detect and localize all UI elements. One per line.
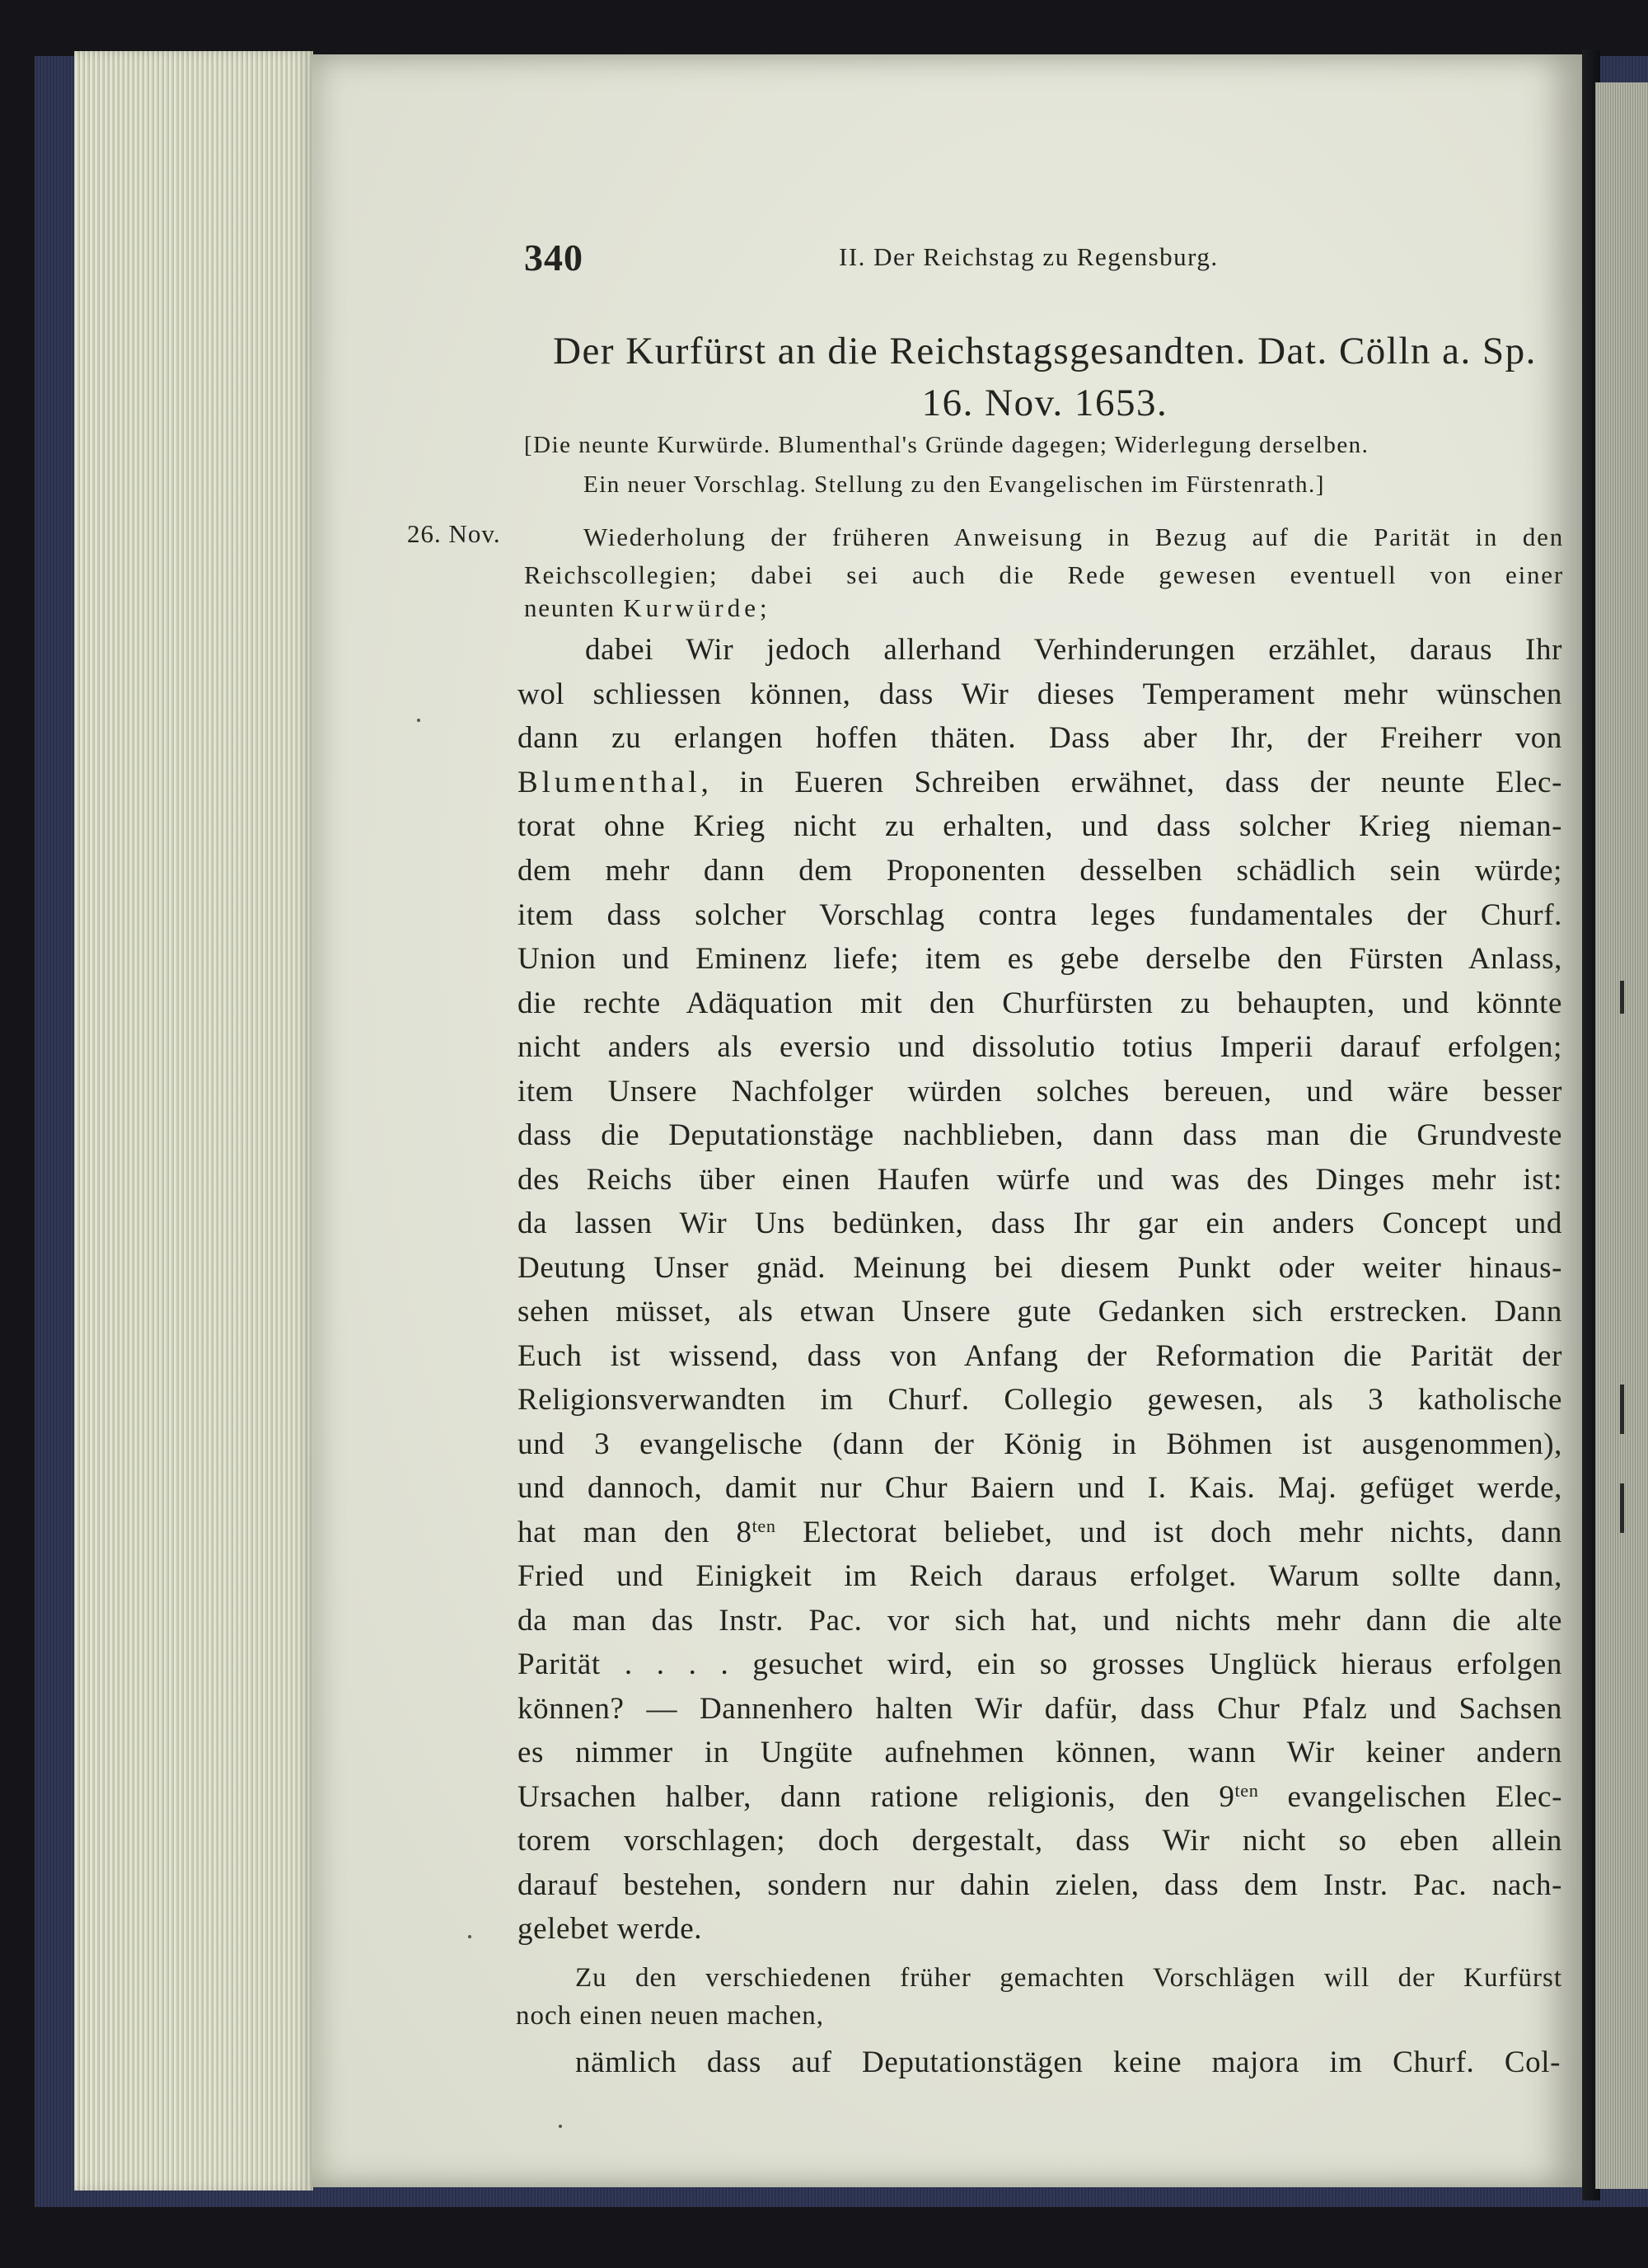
body-text: evangelischen Elec- [1258,1780,1562,1814]
body-line: können? — Dannenhero halten Wir dafür, dass Chur Pfalz und Sachsen [517,1692,1562,1726]
document-title-line-2: 16. Nov. 1653. [921,382,1168,424]
body-line: Parität . . . . gesuchet wird, ein so grosses Unglück hieraus erfolgen [517,1647,1562,1681]
spaced-term: Kurwürde [623,593,760,622]
page-number: 340 [524,237,583,279]
body-line: torem vorschlagen; doch dergestalt, dass Wir nicht so eben allein [517,1824,1562,1858]
facing-page-strip [1595,82,1648,2189]
ordinal-superscript: ten [1234,1779,1259,1801]
body-line: darauf bestehen, sondern nur dahin zielen, dass dem Instr. Pac. nach- [517,1868,1562,1902]
body-line: torat ohne Krieg nicht zu erhalten, und dass solcher Krieg nieman- [517,809,1562,843]
regest-text: ; [759,593,769,622]
paper-speck [559,2125,562,2128]
page-header [524,236,1554,285]
regest-line-1: Wiederholung der früheren Anweisung in Bezug auf die Parität in den [583,522,1564,551]
body-line: Deutung Unser gnäd. Meinung bei diesem Punkt oder weiter hinaus- [517,1251,1562,1285]
summary-line-1: [Die neunte Kurwürde. Blumenthal's Gründe dagegen; Widerlegung derselben. [524,432,1369,458]
body-line: item dass solcher Vorschlag contra leges fundamentales der Churf. [517,898,1562,932]
regest-text: neunten [524,593,616,622]
body-line-final: nämlich dass auf Deputationstägen keine majora im Churf. Col- [575,2045,1561,2079]
body-line [517,1511,1562,1555]
body-line: gelebet werde. [517,1912,703,1946]
body-line: dann zu erlangen hoffen thäten. Dass aber Ihr, der Freiherr von [517,721,1562,755]
body-text: Ursachen halber, dann ratione religionis, den 9 [517,1780,1235,1814]
body-line: dem mehr dann dem Proponenten desselben schädlich sein würde; [517,854,1562,888]
body-line: es nimmer in Ungüte aufnehmen können, wann Wir keiner andern [517,1736,1562,1769]
body-line: sehen müsset, als etwan Unsere gute Gedanken sich erstrecken. Dann [517,1295,1562,1328]
body-line: item Unsere Nachfolger würden solches bereuen, und wäre besser [517,1075,1562,1108]
facing-page-mark [1620,981,1624,1014]
document-title-line-1: Der Kurfürst an die Reichstagsgesandten. Dat. Cölln a. Sp. [553,330,1537,373]
note-line-1: Zu den verschiedenen früher gemachten Vorschlägen will der Kurfürst [575,1963,1562,1993]
body-text: hat man den 8 [517,1516,752,1549]
margin-date: 26. Nov. [407,519,501,548]
body-line: dabei Wir jedoch allerhand Verhinderungen erzählet, daraus Ihr [585,633,1562,667]
body-line: da man das Instr. Pac. vor sich hat, und nichts mehr dann die alte [517,1604,1562,1638]
facing-page-mark [1620,1483,1624,1533]
note-line-2: noch einen neuen machen, [516,2001,825,2031]
body-line [517,1775,1562,1820]
book-page [311,54,1582,2187]
running-head: II. Der Reichstag zu Regensburg. [839,242,1219,271]
body-line: und dannoch, damit nur Chur Baiern und I. Kais. Maj. gefüget werde, [517,1471,1562,1505]
spaced-name: Blumenthal [517,766,701,799]
body-line [517,761,1562,805]
regest-line-3 [524,588,1564,628]
body-line: wol schliessen können, dass Wir dieses Temperament mehr wünschen [517,677,1562,711]
ordinal-superscript: ten [751,1515,776,1536]
body-line: Fried und Einigkeit im Reich daraus erfolget. Warum sollte dann, [517,1559,1562,1593]
page-stack-edges [74,51,313,2191]
paper-speck [468,1935,471,1938]
body-line: Religionsverwandten im Churf. Collegio gewesen, als 3 katholische [517,1383,1562,1417]
body-line: Euch ist wissend, dass von Anfang der Reformation die Parität der [517,1339,1562,1373]
body-line: Union und Eminenz liefe; item es gebe derselbe den Fürsten Anlass, [517,942,1562,976]
body-line: da lassen Wir Uns bedünken, dass Ihr gar ein anders Concept und [517,1207,1562,1240]
paper-speck [417,719,420,722]
body-line: die rechte Adäquation mit den Churfürsten zu behaupten, und könnte [517,986,1562,1020]
regest-line-2: Reichscollegien; dabei sei auch die Rede gewesen eventuell von einer [524,560,1564,589]
summary-line-2: Ein neuer Vorschlag. Stellung zu den Evangelischen im Fürstenrath.] [583,471,1325,498]
body-line: des Reichs über einen Haufen würfe und was des Dinges mehr ist: [517,1163,1562,1197]
body-line: nicht anders als eversio und dissolutio totius Imperii darauf erfolgen; [517,1030,1562,1064]
facing-page-mark [1620,1385,1624,1434]
body-text: Electorat beliebet, und ist doch mehr nichts, dann [775,1516,1562,1549]
body-line: und 3 evangelische (dann der König in Böhmen ist ausgenommen), [517,1427,1562,1461]
body-text: , in Eueren Schreiben erwähnet, dass der neunte Elec- [700,766,1562,799]
body-line: dass die Deputationstäge nachblieben, dann dass man die Grundveste [517,1118,1562,1152]
